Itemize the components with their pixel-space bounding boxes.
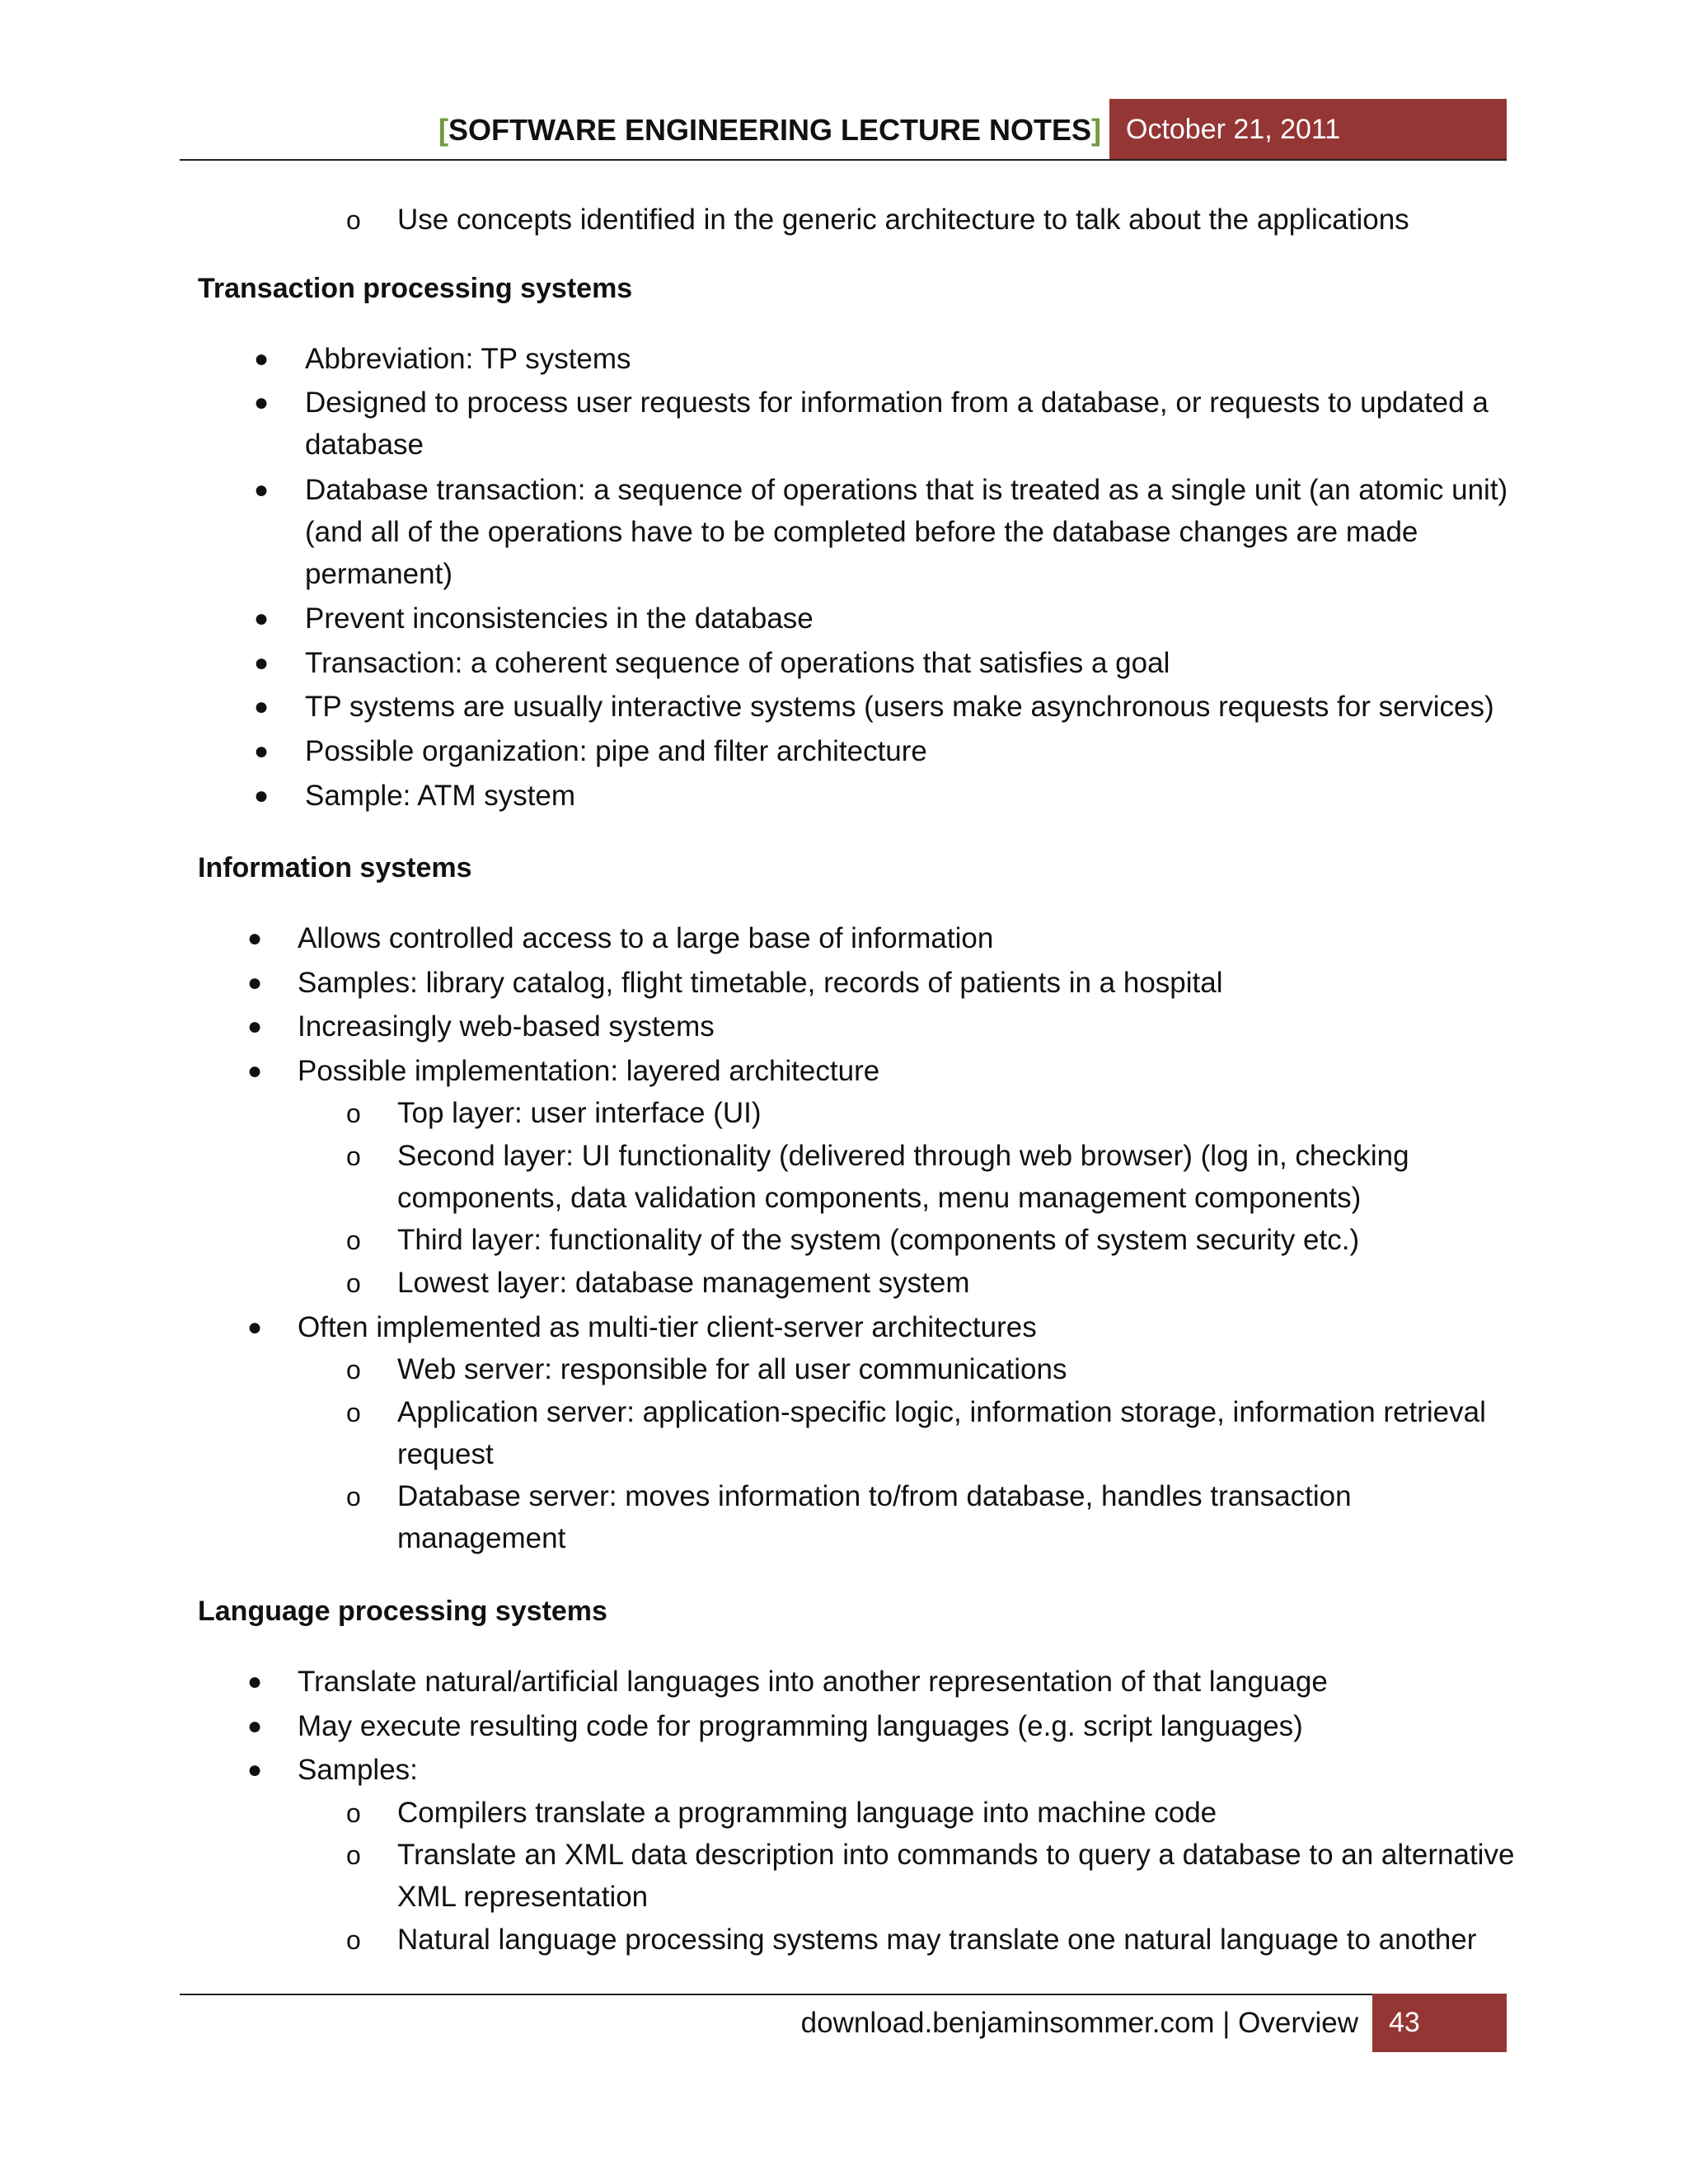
- sub-bullet-marker: o: [346, 1925, 361, 1955]
- list-item: Samples:: [298, 1754, 418, 1786]
- footer-rule: [180, 1994, 1507, 1995]
- header-rule: [180, 159, 1507, 161]
- bullet-marker: ●: [247, 1057, 263, 1085]
- list-item: Translate natural/artificial languages into another representation of that language: [298, 1666, 1328, 1698]
- bullet-marker: ●: [254, 476, 270, 504]
- sub-bullet-marker: o: [346, 1398, 361, 1427]
- page-header: [180, 99, 1507, 160]
- sub-bullet-marker: o: [346, 205, 361, 235]
- list-item: Allows controlled access to a large base of information: [298, 922, 994, 954]
- bullet-marker: ●: [247, 1756, 263, 1783]
- list-item: Increasingly web-based systems: [298, 1010, 715, 1043]
- bullet-marker: ●: [254, 605, 270, 632]
- list-item: Third layer: functionality of the system (components of system security etc.): [397, 1224, 1360, 1256]
- bullet-marker: ●: [254, 649, 270, 677]
- bullet-marker: ●: [247, 925, 263, 952]
- bullet-marker: ●: [247, 1713, 263, 1740]
- header-bracket-open: [: [438, 113, 448, 147]
- list-item-continuation: XML representation: [397, 1881, 649, 1913]
- section-heading-lp: Language processing systems: [198, 1596, 607, 1627]
- header-bracket-close: ]: [1091, 113, 1101, 147]
- list-item: Designed to process user requests for information from a database, or requests to updated a: [305, 387, 1489, 419]
- bullet-marker: ●: [247, 1668, 263, 1695]
- list-item: Often implemented as multi-tier client-server architectures: [298, 1311, 1037, 1343]
- sub-bullet-marker: o: [346, 1840, 361, 1870]
- list-item-continuation: permanent): [305, 558, 452, 590]
- sub-bullet-marker: o: [346, 1355, 361, 1385]
- bullet-marker: ●: [247, 1314, 263, 1341]
- list-item: Lowest layer: database management system: [397, 1267, 970, 1299]
- bullet-marker: ●: [254, 389, 270, 416]
- bullet-marker: ●: [254, 345, 270, 373]
- list-item: Web server: responsible for all user communications: [397, 1353, 1067, 1385]
- header-title: [438, 110, 1101, 150]
- section-heading-is: Information systems: [198, 852, 472, 883]
- bullet-marker: ●: [254, 782, 270, 809]
- list-item: Database server: moves information to/from database, handles transaction: [397, 1480, 1352, 1512]
- header-title-text: SOFTWARE ENGINEERING LECTURE NOTES: [448, 113, 1091, 147]
- list-item: May execute resulting code for programming languages (e.g. script languages): [298, 1710, 1303, 1742]
- list-item-continuation: request: [397, 1438, 494, 1470]
- sub-bullet-marker: o: [346, 1268, 361, 1298]
- list-item: Top layer: user interface (UI): [397, 1097, 762, 1129]
- list-item: Compilers translate a programming language into machine code: [397, 1797, 1217, 1829]
- list-item: Prevent inconsistencies in the database: [305, 602, 814, 635]
- list-item: Transaction: a coherent sequence of operations that satisfies a goal: [305, 647, 1170, 679]
- header-date: October 21, 2011: [1109, 99, 1507, 160]
- list-item-continuation: components, data validation components, menu management components): [397, 1182, 1362, 1214]
- sub-bullet-marker: o: [346, 1798, 361, 1828]
- list-item: Second layer: UI functionality (delivered through web browser) (log in, checking: [397, 1140, 1409, 1172]
- page-number: 43: [1372, 1994, 1507, 2052]
- list-item: Possible implementation: layered architecture: [298, 1055, 880, 1087]
- list-item: Use concepts identified in the generic architecture to talk about the applications: [397, 204, 1409, 236]
- list-item: Database transaction: a sequence of operations that is treated as a single unit (an atomic unit): [305, 474, 1508, 506]
- list-item: Sample: ATM system: [305, 780, 576, 812]
- list-item: Natural language processing systems may translate one natural language to another: [397, 1924, 1477, 1956]
- sub-bullet-marker: o: [346, 1482, 361, 1511]
- bullet-marker: ●: [247, 1013, 263, 1040]
- section-heading-tp: Transaction processing systems: [198, 273, 633, 304]
- list-item: Possible organization: pipe and filter architecture: [305, 735, 927, 767]
- sub-bullet-marker: o: [346, 1099, 361, 1128]
- bullet-marker: ●: [247, 969, 263, 996]
- list-item-continuation: (and all of the operations have to be completed before the database changes are made: [305, 516, 1418, 548]
- list-item: Samples: library catalog, flight timetable, records of patients in a hospital: [298, 967, 1223, 999]
- bullet-marker: ●: [254, 693, 270, 720]
- sub-bullet-marker: o: [346, 1226, 361, 1255]
- list-item-continuation: database: [305, 429, 424, 461]
- bullet-marker: ●: [254, 738, 270, 765]
- list-item-continuation: management: [397, 1522, 566, 1554]
- list-item: Application server: application-specific logic, information storage, information retrieval: [397, 1396, 1486, 1428]
- list-item: Abbreviation: TP systems: [305, 343, 631, 375]
- list-item: TP systems are usually interactive systems (users make asynchronous requests for services): [305, 691, 1494, 723]
- sub-bullet-marker: o: [346, 1141, 361, 1171]
- list-item: Translate an XML data description into commands to query a database to an alternative: [397, 1839, 1515, 1871]
- footer-text: download.benjaminsommer.com | Overview: [800, 2007, 1358, 2039]
